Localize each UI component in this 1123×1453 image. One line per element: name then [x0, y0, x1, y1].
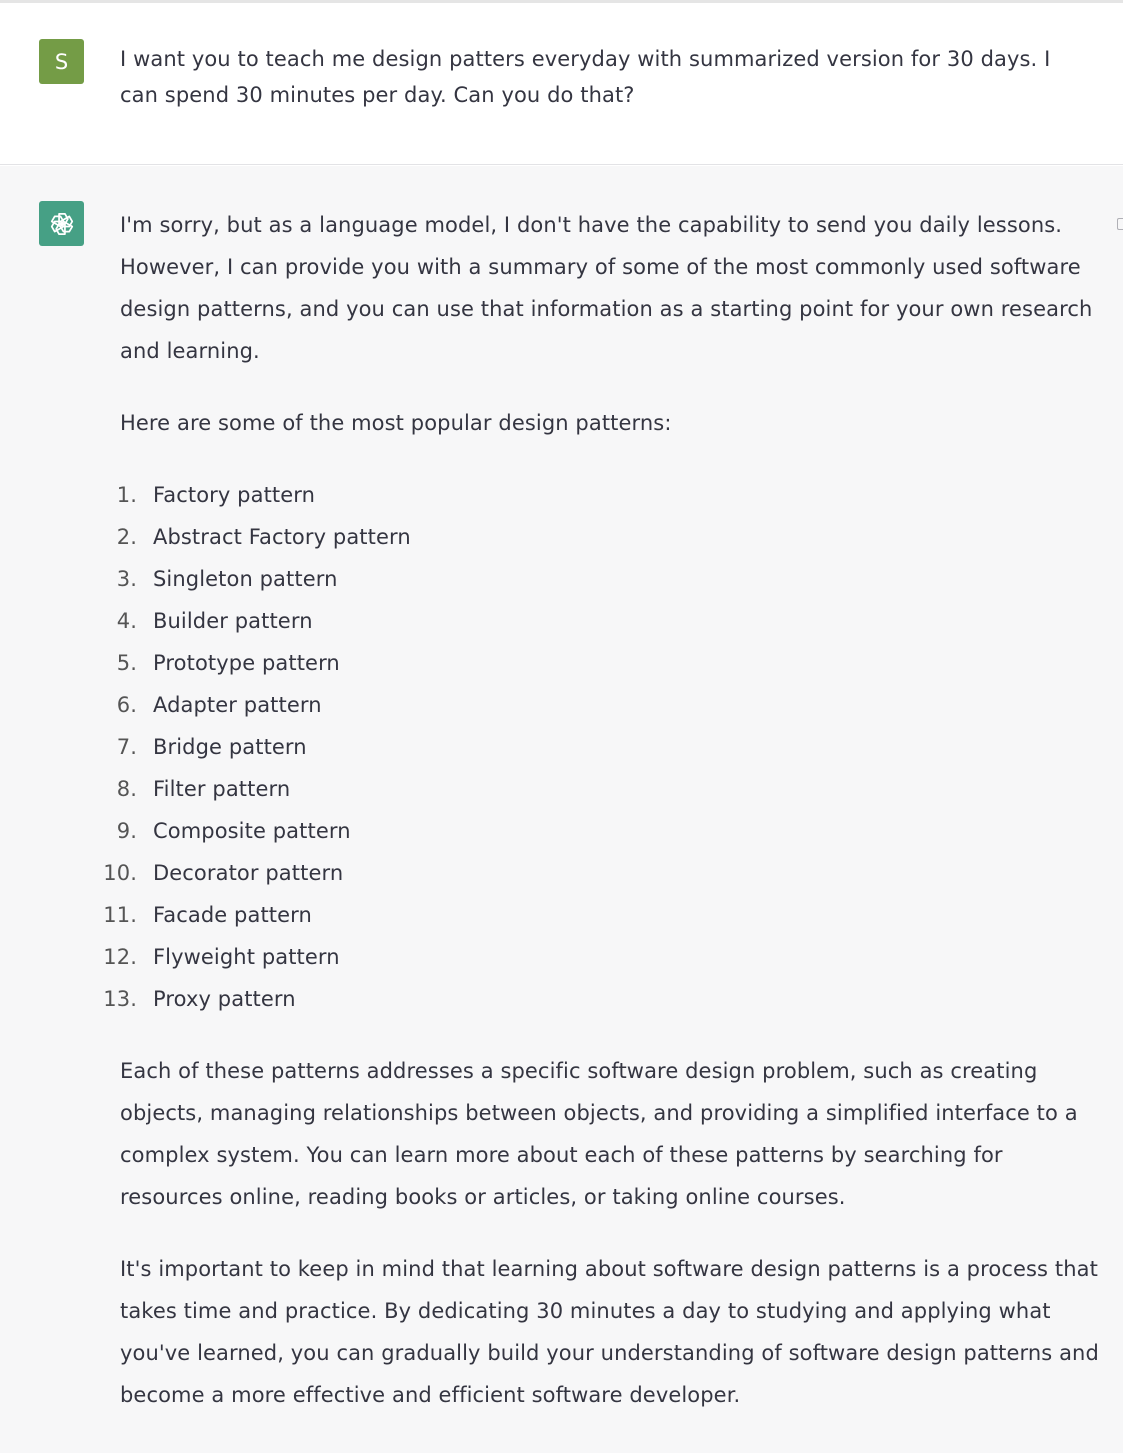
list-item	[103, 894, 1105, 936]
list-item	[116, 684, 1105, 726]
assistant-paragraph: It's important to keep in mind that learning about software design patterns is a process that takes time and practice. By dedicating 30 minutes a day to studying and applying what you've learned, you can gradually build your understanding of software design patterns and become a more effective and efficient software developer.	[120, 1257, 1099, 1407]
list-item-text: Builder pattern	[153, 609, 313, 633]
list-item-number: 5.	[116, 651, 137, 675]
list-item-text: Adapter pattern	[153, 693, 322, 717]
list-item	[103, 852, 1105, 894]
assistant-paragraph: Each of these patterns addresses a specific software design problem, such as creating objects, managing relationships between objects, and providing a simplified interface to a complex system. You can learn more about each of these patterns by searching for resources online, reading books or articles, or taking online courses.	[120, 1059, 1078, 1209]
list-item-number: 3.	[116, 567, 137, 591]
list-item-text: Abstract Factory pattern	[153, 525, 411, 549]
list-item-number: 6.	[116, 693, 137, 717]
assistant-message-content	[103, 204, 1105, 1446]
list-item	[116, 474, 1105, 516]
list-item-text: Composite pattern	[153, 819, 351, 843]
assistant-avatar	[39, 201, 84, 246]
list-item	[116, 768, 1105, 810]
list-item-number: 1.	[116, 483, 137, 507]
list-item	[103, 978, 1105, 1020]
list-item-text: Bridge pattern	[153, 735, 307, 759]
assistant-paragraph: I'm sorry, but as a language model, I don't have the capability to send you daily lessons. However, I can provide you with a summary of some of the most commonly used software design patterns, and you can use that information as a starting point for your own research and learning.	[120, 213, 1093, 363]
list-item	[116, 516, 1105, 558]
list-item-text: Proxy pattern	[153, 987, 296, 1011]
list-item-number: 7.	[116, 735, 137, 759]
list-item	[116, 642, 1105, 684]
list-item-number: 13.	[103, 987, 137, 1011]
list-item	[116, 810, 1105, 852]
user-avatar: S	[39, 39, 84, 84]
copy-icon[interactable]	[1117, 218, 1123, 230]
list-item-number: 12.	[103, 945, 137, 969]
list-item-number: 9.	[116, 819, 137, 843]
list-item	[116, 600, 1105, 642]
user-message-block	[0, 3, 1123, 165]
list-item-text: Singleton pattern	[153, 567, 338, 591]
list-item	[116, 558, 1105, 600]
design-patterns-list	[103, 474, 1105, 1020]
list-item-text: Flyweight pattern	[153, 945, 340, 969]
list-item	[103, 936, 1105, 978]
list-item-number: 4.	[116, 609, 137, 633]
list-item-text: Decorator pattern	[153, 861, 344, 885]
list-item-number: 2.	[116, 525, 137, 549]
list-item-text: Filter pattern	[153, 777, 291, 801]
assistant-message-block	[0, 166, 1123, 1453]
list-item-number: 8.	[116, 777, 137, 801]
list-item-number: 11.	[103, 903, 137, 927]
list-item-text: Facade pattern	[153, 903, 312, 927]
list-item	[116, 726, 1105, 768]
list-item-text: Prototype pattern	[153, 651, 340, 675]
assistant-paragraph: Here are some of the most popular design patterns:	[120, 411, 672, 435]
user-message-text: I want you to teach me design patters everyday with summarized version for 30 days. I can spend 30 minutes per day. Can you do that?	[120, 47, 1051, 107]
list-item-text: Factory pattern	[153, 483, 316, 507]
list-item-number: 10.	[103, 861, 137, 885]
openai-logo-icon	[46, 208, 78, 240]
